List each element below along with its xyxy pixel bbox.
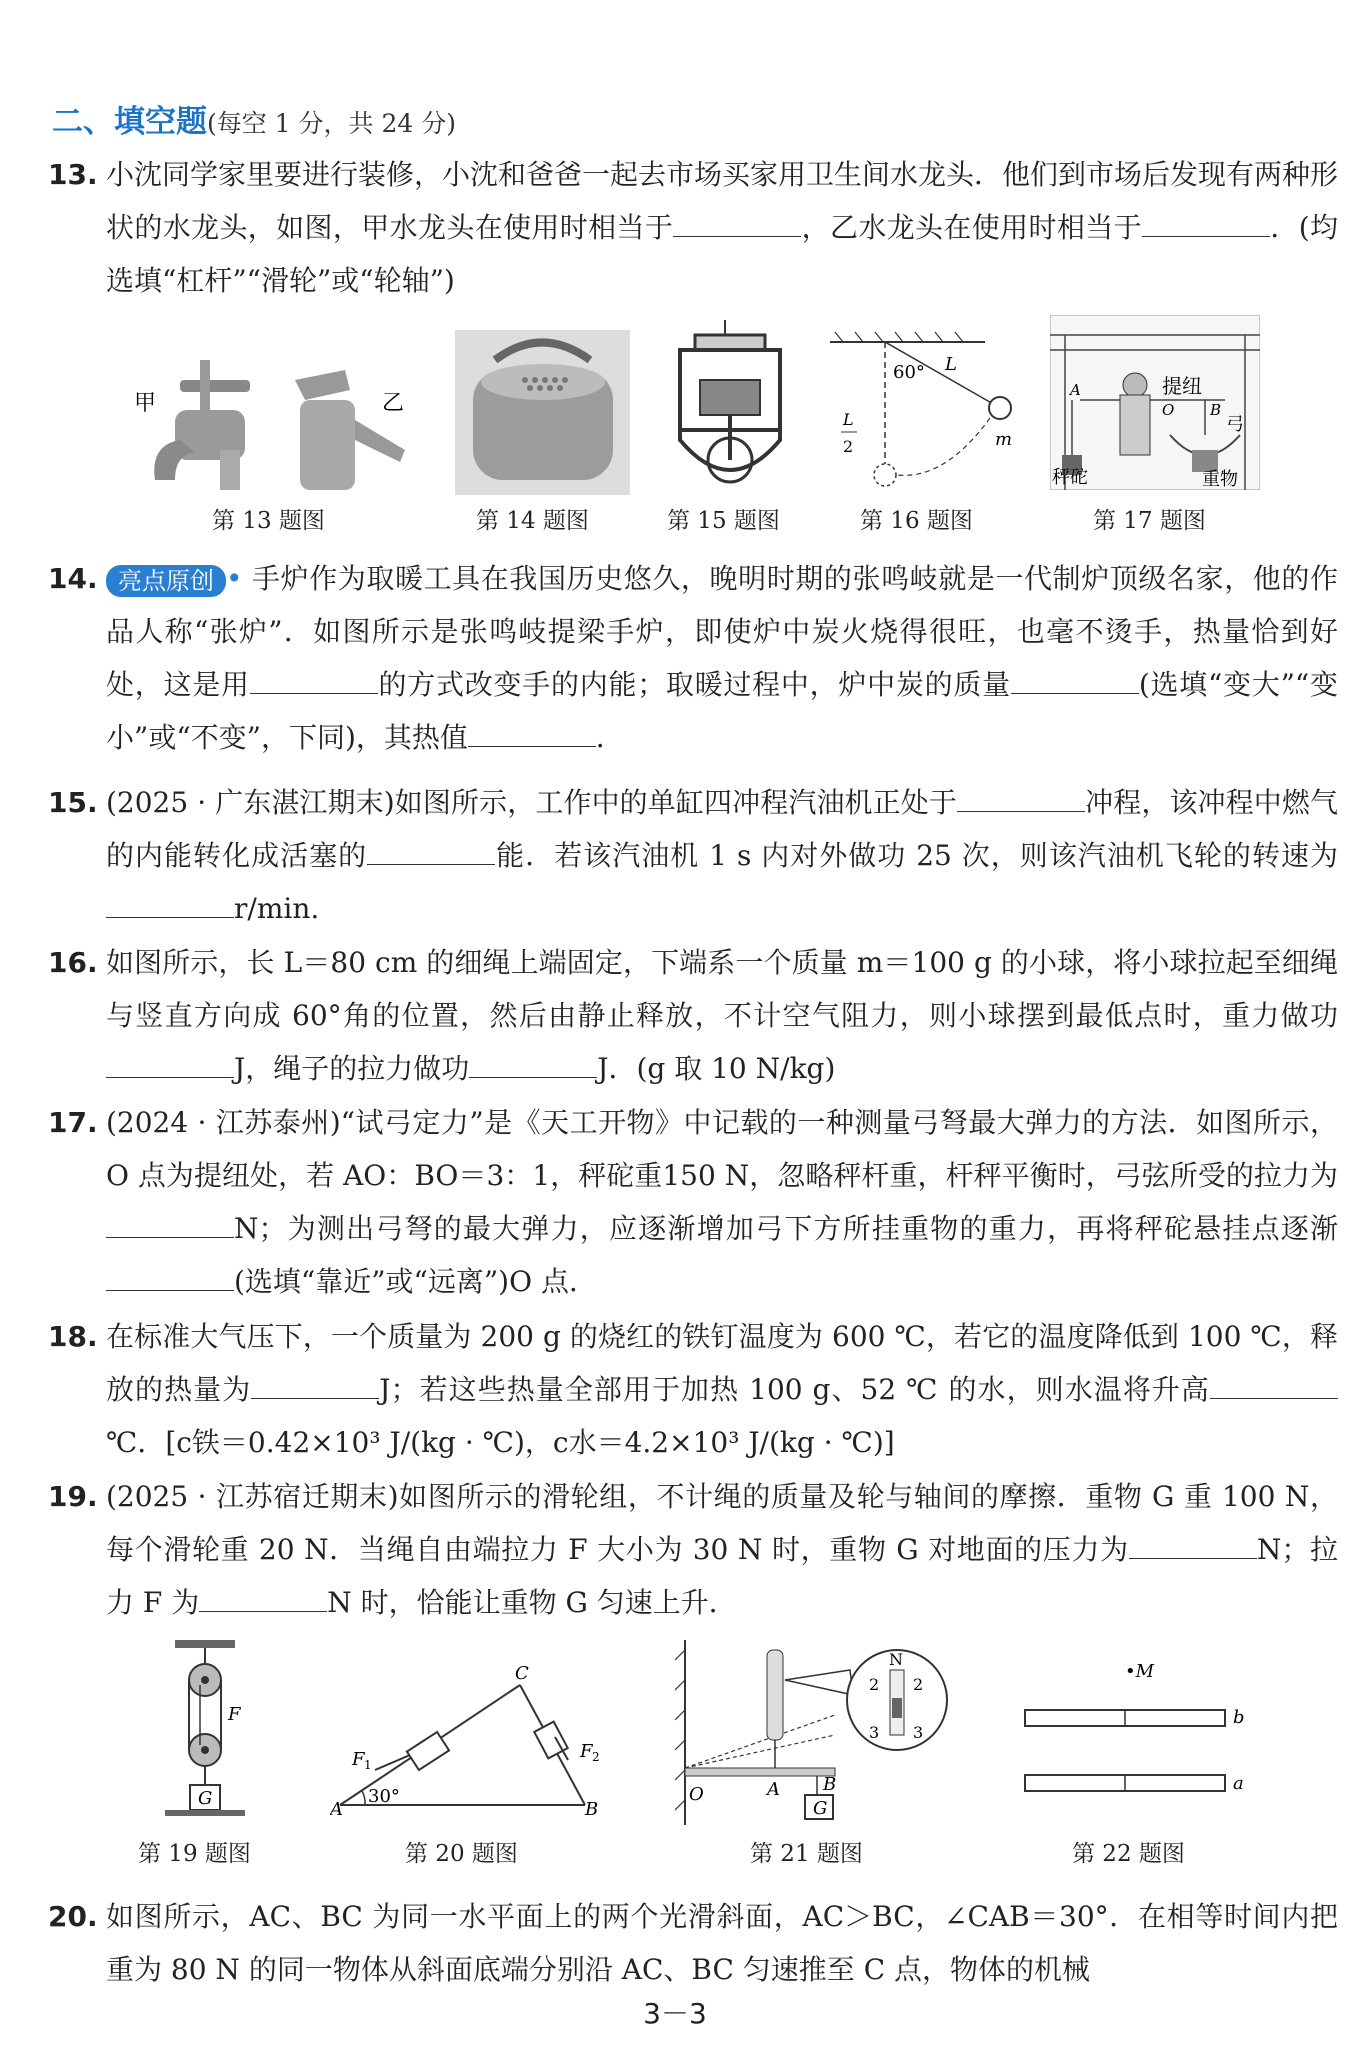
scale-tick-2-left: 2 <box>869 1675 880 1694</box>
q16-text-3: J．(g 取 10 N/kg) <box>597 1052 836 1085</box>
engine-figure <box>675 320 785 495</box>
q14-text-3: (选填“变大”“变小”或“不变”，下同)，其热值 <box>106 668 1338 754</box>
bottom-figure-row <box>0 1635 1350 1880</box>
answer-blank[interactable] <box>469 1051 597 1078</box>
point-m-label: •M <box>1125 1661 1155 1682</box>
fig21-caption: 第 21 题图 <box>750 1841 863 1867</box>
q13-text-2: ，乙水龙头在使用时相当于 <box>801 211 1142 244</box>
fig14-caption: 第 14 题图 <box>476 508 589 534</box>
force-f1-subscript: 1 <box>364 1758 372 1772</box>
force-f1-label: F <box>352 1749 365 1770</box>
bar-a-label: a <box>1233 1773 1244 1794</box>
q15-text-2: 冲程，该冲程中燃气的内能转化成活塞的 <box>106 786 1338 872</box>
q18-text-3: ℃．[c铁＝0.42×10³ J/(kg · ℃)，c水＝4.2×10³ J/(kg · ℃)] <box>106 1426 895 1459</box>
half-length-bottom: 2 <box>843 437 854 456</box>
answer-blank[interactable] <box>106 891 234 918</box>
label-yi: 乙 <box>382 391 405 416</box>
q19-text-2: N；拉力 F 为 <box>106 1533 1338 1619</box>
force-f2-label: F <box>580 1741 593 1762</box>
point-o-label: O <box>1162 401 1175 419</box>
answer-blank[interactable] <box>250 667 378 694</box>
question-20 <box>48 1890 1338 1996</box>
answer-blank[interactable] <box>468 720 596 747</box>
q18-text-1: 在标准大气压下，一个质量为 200 g 的烧红的铁钉温度为 600 ℃，若它的温度降低到 100 ℃，释放的热量为 <box>106 1320 1338 1406</box>
point-b-label: B <box>823 1774 837 1795</box>
q17-text-1: (2024 · 江苏泰州)“试弓定力”是《天工开物》中记载的一种测量弓弩最大弹力的方法．如图所示，O 点为提纽处，若 AO：BO＝3：1，秤砣重150 N，忽略秤杆重，杆秤平衡时，弓弦所受的拉力为 <box>106 1106 1338 1192</box>
point-a-label: A <box>767 1779 780 1800</box>
fig13-caption: 第 13 题图 <box>212 508 325 534</box>
scale-tick-3-right: 3 <box>913 1723 924 1742</box>
question-number: 14. <box>48 562 98 595</box>
lever-figure <box>675 1640 955 1825</box>
q19-text-1: (2025 · 江苏宿迁期末)如图所示的滑轮组，不计绳的质量及轮与轴间的摩擦．重物 G 重 100 N，每个滑轮重 20 N．当绳自由端拉力 F 大小为 30 N 时，重物 G 对地面的压力为 <box>106 1480 1338 1566</box>
fig20-caption: 第 20 题图 <box>405 1841 518 1867</box>
q17-text-2: N；为测出弓弩的最大弹力，应逐渐增加弓下方所挂重物的重力，再将秤砣悬挂点逐渐 <box>234 1212 1338 1245</box>
vertex-b-label: B <box>585 1799 599 1820</box>
question-16 <box>48 936 1338 1095</box>
chengtuo-label: 秤砣 <box>1052 467 1088 488</box>
original-badge: 亮点原创 <box>106 565 226 597</box>
q13-text-1: 小沈同学家里要进行装修，小沈和爸爸一起去市场买家用卫生间水龙头．他们到市场后发现有两种形状的水龙头，如图，甲水龙头在使用时相当于 <box>106 158 1339 244</box>
answer-blank[interactable] <box>106 1051 234 1078</box>
answer-blank[interactable] <box>673 210 801 237</box>
fig16-caption: 第 16 题图 <box>860 508 973 534</box>
answer-blank[interactable] <box>1142 210 1270 237</box>
force-f2-subscript: 2 <box>592 1750 600 1764</box>
q15-text-3: 能．若该汽油机 1 s 内对外做功 25 次，则该汽油机飞轮的转速为 <box>495 839 1338 872</box>
q14-text-1: 手炉作为取暖工具在我国历史悠久，晚明时期的张鸣岐就是一代制炉顶级名家，他的作品人称“张炉”．如图所示是张鸣岐提梁手炉，即使炉中炭火烧得很旺，也毫不烫手，热量恰到好处，这是用 <box>106 562 1338 701</box>
faucet-figure <box>120 340 420 500</box>
fig15-caption: 第 15 题图 <box>667 508 780 534</box>
fig22-caption: 第 22 题图 <box>1072 1841 1185 1867</box>
q16-text-1: 如图所示，长 L＝80 cm 的细绳上端固定，下端系一个质量 m＝100 g 的小球，将小球拉起至细绳与竖直方向成 60°角的位置，然后由静止释放，不计空气阻力，则小球摆到最低点时，重力做功 <box>106 946 1338 1032</box>
length-label: L <box>945 354 957 375</box>
q18-text-2: J；若这些热量全部用于加热 100 g、52 ℃ 的水，则水温将升高 <box>379 1373 1210 1406</box>
scale-tick-2-right: 2 <box>913 1675 924 1694</box>
question-number: 13. <box>48 158 98 191</box>
magnet-figure <box>1015 1655 1255 1810</box>
answer-blank[interactable] <box>106 1264 234 1291</box>
q17-text-3: (选填“靠近”或“远离”)O 点． <box>234 1265 597 1298</box>
section-heading: 二、填空题 <box>52 104 207 140</box>
top-figure-row <box>0 310 1350 540</box>
hand-warmer-figure <box>455 330 630 495</box>
page-number: 3－3 <box>643 1997 707 2030</box>
half-length-top: L <box>843 410 854 429</box>
question-number: 15. <box>48 786 98 819</box>
scale-unit-label: N <box>889 1650 903 1669</box>
weight-g-label: G <box>813 1798 828 1819</box>
scale-tick-3-left: 3 <box>869 1723 880 1742</box>
pendulum-figure <box>825 330 1025 490</box>
question-17 <box>48 1096 1338 1308</box>
bar-b-label: b <box>1233 1707 1245 1728</box>
answer-blank[interactable] <box>251 1372 379 1399</box>
answer-blank[interactable] <box>106 1211 234 1238</box>
point-b-label: B <box>1210 401 1222 419</box>
q14-text-4: ． <box>595 721 624 754</box>
q20-text-1: 如图所示，AC、BC 为同一水平面上的两个光滑斜面，AC＞BC，∠CAB＝30°．在相等时间内把重为 80 N 的同一物体从斜面底端分别沿 AC、BC 匀速推至 C 点，物体的机械 <box>106 1900 1338 1986</box>
section-note: (每空 1 分，共 24 分) <box>207 109 457 138</box>
q19-text-3: N 时，恰能让重物 G 匀速上升． <box>327 1586 737 1619</box>
question-number: 16. <box>48 946 98 979</box>
angle-label: 30° <box>368 1786 400 1807</box>
pivot-o-label: O <box>689 1784 704 1805</box>
question-14: 14. 亮点原创 • 手炉作为取暖工具在我国历史悠久，晚明时期的张鸣岐就是一代制炉顶级名家，他的作品人称“张炉”．如图所示是张鸣岐提梁手炉，即使炉中炭火烧得很旺，也毫不烫手，热量恰到好处，这是用 的方式改变手的内能；取暖过程中，炉中炭的质量 (选填“变大”“变小”或“不变”，下同)，其热值 ． <box>48 552 1338 764</box>
question-19 <box>48 1470 1338 1629</box>
mass-label: m <box>995 429 1013 450</box>
answer-blank[interactable] <box>199 1585 327 1612</box>
steelyard-figure <box>1050 315 1260 490</box>
question-number: 17. <box>48 1106 98 1139</box>
question-15 <box>48 776 1338 935</box>
gong-label: 弓 <box>1226 414 1244 435</box>
weight-g-label: G <box>198 1788 213 1809</box>
answer-blank[interactable] <box>1129 1532 1257 1559</box>
q13-text-3: ．(均选填“杠杆”“滑轮”或“轮轴”) <box>106 211 1338 297</box>
zhongwu-label: 重物 <box>1202 469 1238 490</box>
incline-figure <box>330 1665 610 1820</box>
q14-text-2: 的方式改变手的内能；取暖过程中，炉中炭的质量 <box>377 668 1011 701</box>
answer-blank[interactable] <box>957 785 1085 812</box>
answer-blank[interactable] <box>1011 667 1139 694</box>
question-number: 20. <box>48 1900 98 1933</box>
point-a-label: A <box>1070 381 1081 399</box>
section-title <box>52 96 456 141</box>
q16-text-2: J，绳子的拉力做功 <box>234 1052 470 1085</box>
q15-text-4: r/min. <box>234 892 320 925</box>
answer-blank[interactable] <box>367 838 495 865</box>
question-number: 18. <box>48 1320 98 1353</box>
label-jia: 甲 <box>134 391 157 416</box>
question-number: 19. <box>48 1480 98 1513</box>
answer-blank[interactable] <box>1210 1372 1338 1399</box>
question-18 <box>48 1310 1338 1469</box>
vertex-a-label: A <box>330 1799 343 1820</box>
tiniu-label: 提纽 <box>1162 374 1202 398</box>
angle-label: 60° <box>893 362 925 383</box>
fig19-caption: 第 19 题图 <box>138 1841 251 1867</box>
question-13 <box>48 148 1338 307</box>
pulley-figure <box>150 1640 270 1825</box>
vertex-c-label: C <box>515 1665 529 1684</box>
force-f-label: F <box>228 1704 241 1725</box>
fig17-caption: 第 17 题图 <box>1093 508 1206 534</box>
q15-text-1: (2025 · 广东湛江期末)如图所示，工作中的单缸四冲程汽油机正处于 <box>106 786 957 819</box>
